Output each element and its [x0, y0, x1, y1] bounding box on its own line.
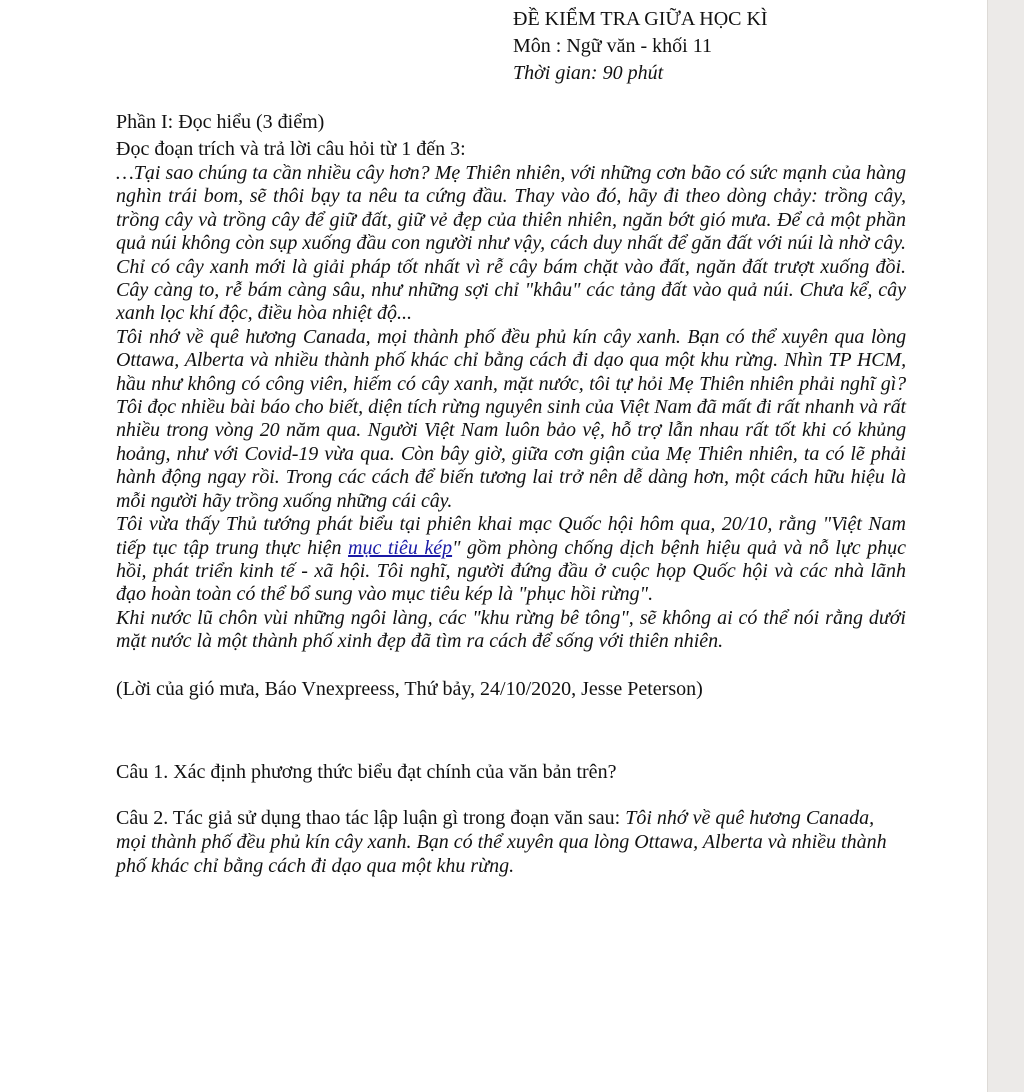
question-2-prompt: Câu 2. Tác giả sử dụng thao tác lập luận gì trong đoạn văn sau:	[116, 806, 626, 829]
excerpt-paragraph-3-start: Tôi vừa thấy Thủ tướng phát biểu tại phiên khai mạc Quốc hội hôm qua, 20/10, rằng "Việt Nam tiếp tục tập trung thực hiện	[116, 513, 906, 559]
exam-title: ĐỀ KIỂM TRA GIỮA HỌC KÌ	[513, 8, 768, 30]
question-2	[116, 806, 896, 878]
question-2-quote: Tôi nhớ về quê hương Canada, mọi thành phố đều phủ kín cây xanh. Bạn có thể xuyên qua lòng Ottawa, Alberta và nhiều thành phố khác chỉ bằng cách đi dạo qua một khu rừng.	[116, 806, 887, 877]
vertical-scrollbar[interactable]	[987, 0, 1024, 1092]
excerpt-paragraph-4: Khi nước lũ chôn vùi những ngôi làng, các "khu rừng bê tông", sẽ không ai có thể nói rằng dưới mặt nước là một thành phố xinh đẹp đã tìm ra cách để sống với thiên nhiên.	[116, 606, 906, 653]
exam-header	[513, 6, 768, 87]
document-body	[116, 109, 916, 878]
excerpt-paragraph-3	[116, 513, 906, 607]
section-heading: Phần I: Đọc hiểu (3 điểm)	[116, 111, 325, 133]
excerpt-paragraph-1: …Tại sao chúng ta cần nhiều cây hơn? Mẹ Thiên nhiên, với những cơn bão có sức mạnh của hàng nghìn trái bom, sẽ thôi bạy ta nêu ta cứng đầu. Thay vào đó, hãy đi theo dòng chảy: trồng cây, trồng cây và trồng cây để giữ đất, giữ vẻ đẹp của thiên nhiên, ngăn bớt gió mưa. Để cả một phần quả núi không còn sụp xuống đầu con người như vậy, cách duy nhất để găn đất với núi là nhờ cây. Chỉ có cây xanh mới là giải pháp tốt nhất vì rễ cây bám chặt vào đất, ngăn đất trượt xuống đồi. Cây càng to, rễ bám càng sâu, như những sợi chỉ "khâu" các tảng đất vào quả núi. Chưa kể, cây xanh lọc khí độc, điều hòa nhiệt độ...	[116, 162, 906, 325]
section-instruction: Đọc đoạn trích và trả lời câu hỏi từ 1 đến 3:	[116, 137, 466, 160]
exam-time: Thời gian: 90 phút	[513, 62, 664, 84]
question-1: Câu 1. Xác định phương thức biểu đạt chính của văn bản trên?	[116, 761, 617, 784]
dual-goal-link[interactable]: mục tiêu kép	[348, 536, 453, 559]
excerpt-paragraph-2: Tôi nhớ về quê hương Canada, mọi thành phố đều phủ kín cây xanh. Bạn có thể xuyên qua lòng Ottawa, Alberta và nhiều thành phố khác chỉ bằng cách đi dạo qua một khu rừng. Nhìn TP HCM, hầu như không có công viên, hiếm có cây xanh, mặt nước, tôi tự hỏi Mẹ Thiên nhiên phải nghĩ gì? Tôi đọc nhiều bài báo cho biết, diện tích rừng nguyên sinh của Việt Nam đã mất đi rất nhanh và rất nhiều trong vòng 20 năm qua. Người Việt Nam luôn bảo vệ, hỗ trợ lẫn nhau rất tốt khi có khủng hoảng, như với Covid-19 vừa qua. Còn bây giờ, giữa cơn giận của Mẹ Thiên nhiên, ta có lẽ phải hành động ngay rồi. Trong các cách để biến tương lai trở nên dễ dàng hơn, một cách hữu hiệu là mỗi người hãy trồng xuống những cái cây.	[116, 325, 906, 512]
excerpt-paragraph-3-end: " gồm phòng chống dịch bệnh hiệu quả và nỗ lực phục hồi, phát triển kinh tế - xã hội. Tôi nghĩ, người đứng đầu ở cuộc họp Quốc hội và các nhà lãnh đạo hoàn toàn có thể bổ sung vào mục tiêu kép là "phục hồi rừng".	[116, 536, 906, 606]
exam-subject: Môn : Ngữ văn - khối 11	[513, 35, 712, 57]
excerpt-source: (Lời của gió mưa, Báo Vnexpreess, Thứ bảy, 24/10/2020, Jesse Peterson)	[116, 677, 703, 700]
